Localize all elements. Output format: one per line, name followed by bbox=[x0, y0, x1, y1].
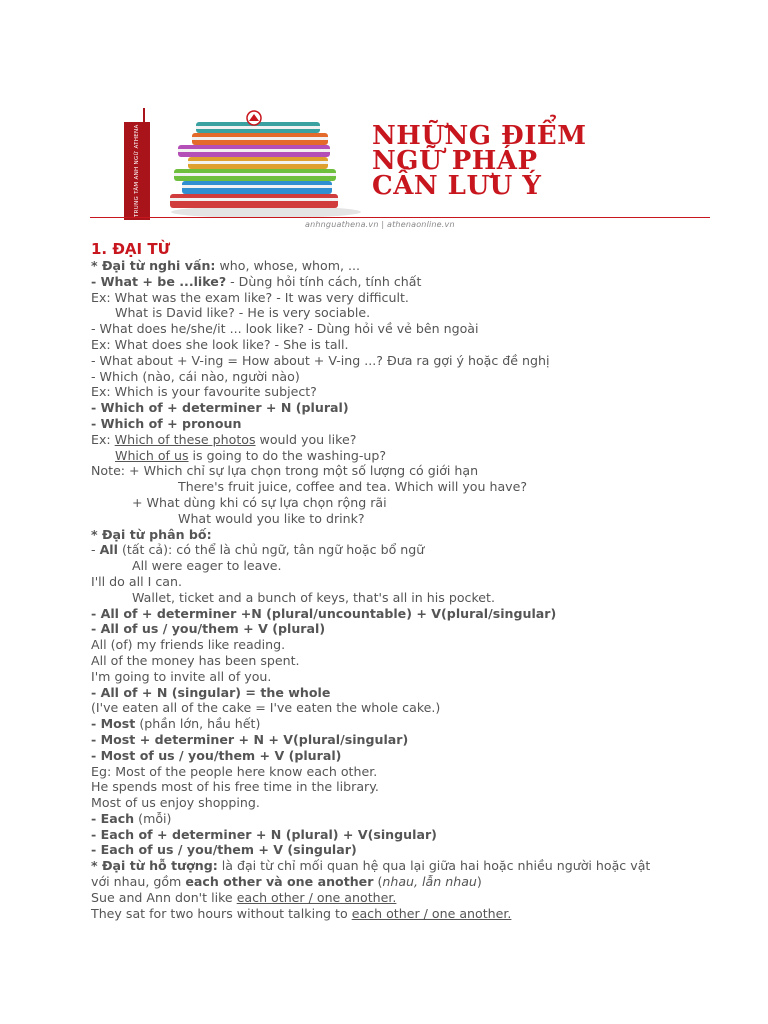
header-banner bbox=[90, 108, 710, 232]
text-line: Ex: What was the exam like? - It was very difficult. bbox=[91, 289, 409, 305]
banner-headline bbox=[372, 121, 712, 201]
text-line: - All of us / you/them + V (plural) bbox=[91, 621, 326, 637]
headline-line-3: CẦN LƯU Ý bbox=[372, 171, 542, 201]
text-line: * Đại từ nghi vấn: who, whose, whom, ... bbox=[91, 258, 361, 273]
text-line: với nhau, gồm each other và one another (nhau, lẫn nhau) bbox=[91, 874, 482, 890]
text-line: - Each of + determiner + N (plural) + V(singular) bbox=[91, 826, 437, 842]
banner-side-label: TRUNG TÂM ANH NGỮ ATHENA bbox=[124, 122, 150, 220]
text-line: - Most (phần lớn, hầu hết) bbox=[91, 716, 261, 732]
text-line: - All (tất cả): có thể là chủ ngữ, tân ngữ hoặc bổ ngữ bbox=[91, 542, 425, 558]
text-line: - Most of us / you/them + V (plural) bbox=[91, 747, 342, 763]
text-line: Most of us enjoy shopping. bbox=[91, 795, 260, 811]
text-line: - What + be ...like? - Dùng hỏi tính cách, tính chất bbox=[91, 273, 422, 289]
headline-line-1: NHỮNG ĐIỂM bbox=[372, 121, 587, 151]
text-line: What is David like? - He is very sociable. bbox=[115, 305, 371, 321]
text-line: - All of + N (singular) = the whole bbox=[91, 684, 331, 700]
text-line: * Đại từ hỗ tượng: là đại từ chỉ mối quan hệ qua lại giữa hai hoặc nhiều người hoặc vật bbox=[91, 858, 651, 874]
text-line: - All of + determiner +N (plural/uncountable) + V(plural/singular) bbox=[91, 605, 557, 621]
text-line: I'm going to invite all of you. bbox=[91, 668, 272, 684]
section-title: 1. ĐẠI TỪ bbox=[91, 240, 171, 258]
text-line: What would you like to drink? bbox=[178, 510, 365, 526]
text-line: - Which of + determiner + N (plural) bbox=[91, 400, 349, 416]
text-line: - Which (nào, cái nào, người nào) bbox=[91, 368, 300, 384]
text-line: There's fruit juice, coffee and tea. Which will you have? bbox=[178, 479, 528, 495]
text-line: Which of us is going to do the washing-up? bbox=[115, 447, 387, 463]
books-stack-illustration bbox=[156, 108, 370, 220]
text-line: They sat for two hours without talking to each other / one another. bbox=[91, 905, 512, 921]
text-line: - Each (mỗi) bbox=[91, 810, 172, 826]
banner-website: anhnguathena.vn | athenaonline.vn bbox=[305, 220, 455, 229]
text-line: - What about + V-ing = How about + V-ing ...? Đưa ra gợi ý hoặc đề nghị bbox=[91, 352, 550, 368]
text-line: (I've eaten all of the cake = I've eaten the whole cake.) bbox=[91, 700, 441, 716]
text-line: - What does he/she/it ... look like? - Dùng hỏi về vẻ bên ngoài bbox=[91, 321, 479, 337]
text-line: Ex: Which is your favourite subject? bbox=[91, 384, 317, 400]
text-line: Ex: What does she look like? - She is tall. bbox=[91, 336, 349, 352]
text-line: He spends most of his free time in the library. bbox=[91, 779, 379, 795]
text-line: Sue and Ann don't like each other / one another. bbox=[91, 889, 397, 905]
headline-line-2: NGỮ PHÁP bbox=[372, 146, 538, 176]
banner-rule bbox=[90, 217, 710, 218]
text-line: All of the money has been spent. bbox=[91, 652, 300, 668]
text-line: Eg: Most of the people here know each other. bbox=[91, 763, 378, 779]
text-line: Ex: Which of these photos would you like? bbox=[91, 431, 357, 447]
text-line: Note: + Which chỉ sự lựa chọn trong một số lượng có giới hạn bbox=[91, 463, 479, 479]
text-line: * Đại từ phân bố: bbox=[91, 526, 212, 542]
text-line: All (of) my friends like reading. bbox=[91, 637, 286, 653]
text-line: All were eager to leave. bbox=[132, 558, 282, 574]
text-line: - Most + determiner + N + V(plural/singular) bbox=[91, 731, 409, 747]
text-line: I'll do all I can. bbox=[91, 573, 182, 589]
text-line: Wallet, ticket and a bunch of keys, that's all in his pocket. bbox=[132, 589, 495, 605]
text-line: - Which of + pronoun bbox=[91, 415, 242, 431]
text-line: - Each of us / you/them + V (singular) bbox=[91, 842, 357, 858]
text-line: + What dùng khi có sự lựa chọn rộng rãi bbox=[132, 494, 387, 510]
document-body bbox=[91, 240, 691, 921]
